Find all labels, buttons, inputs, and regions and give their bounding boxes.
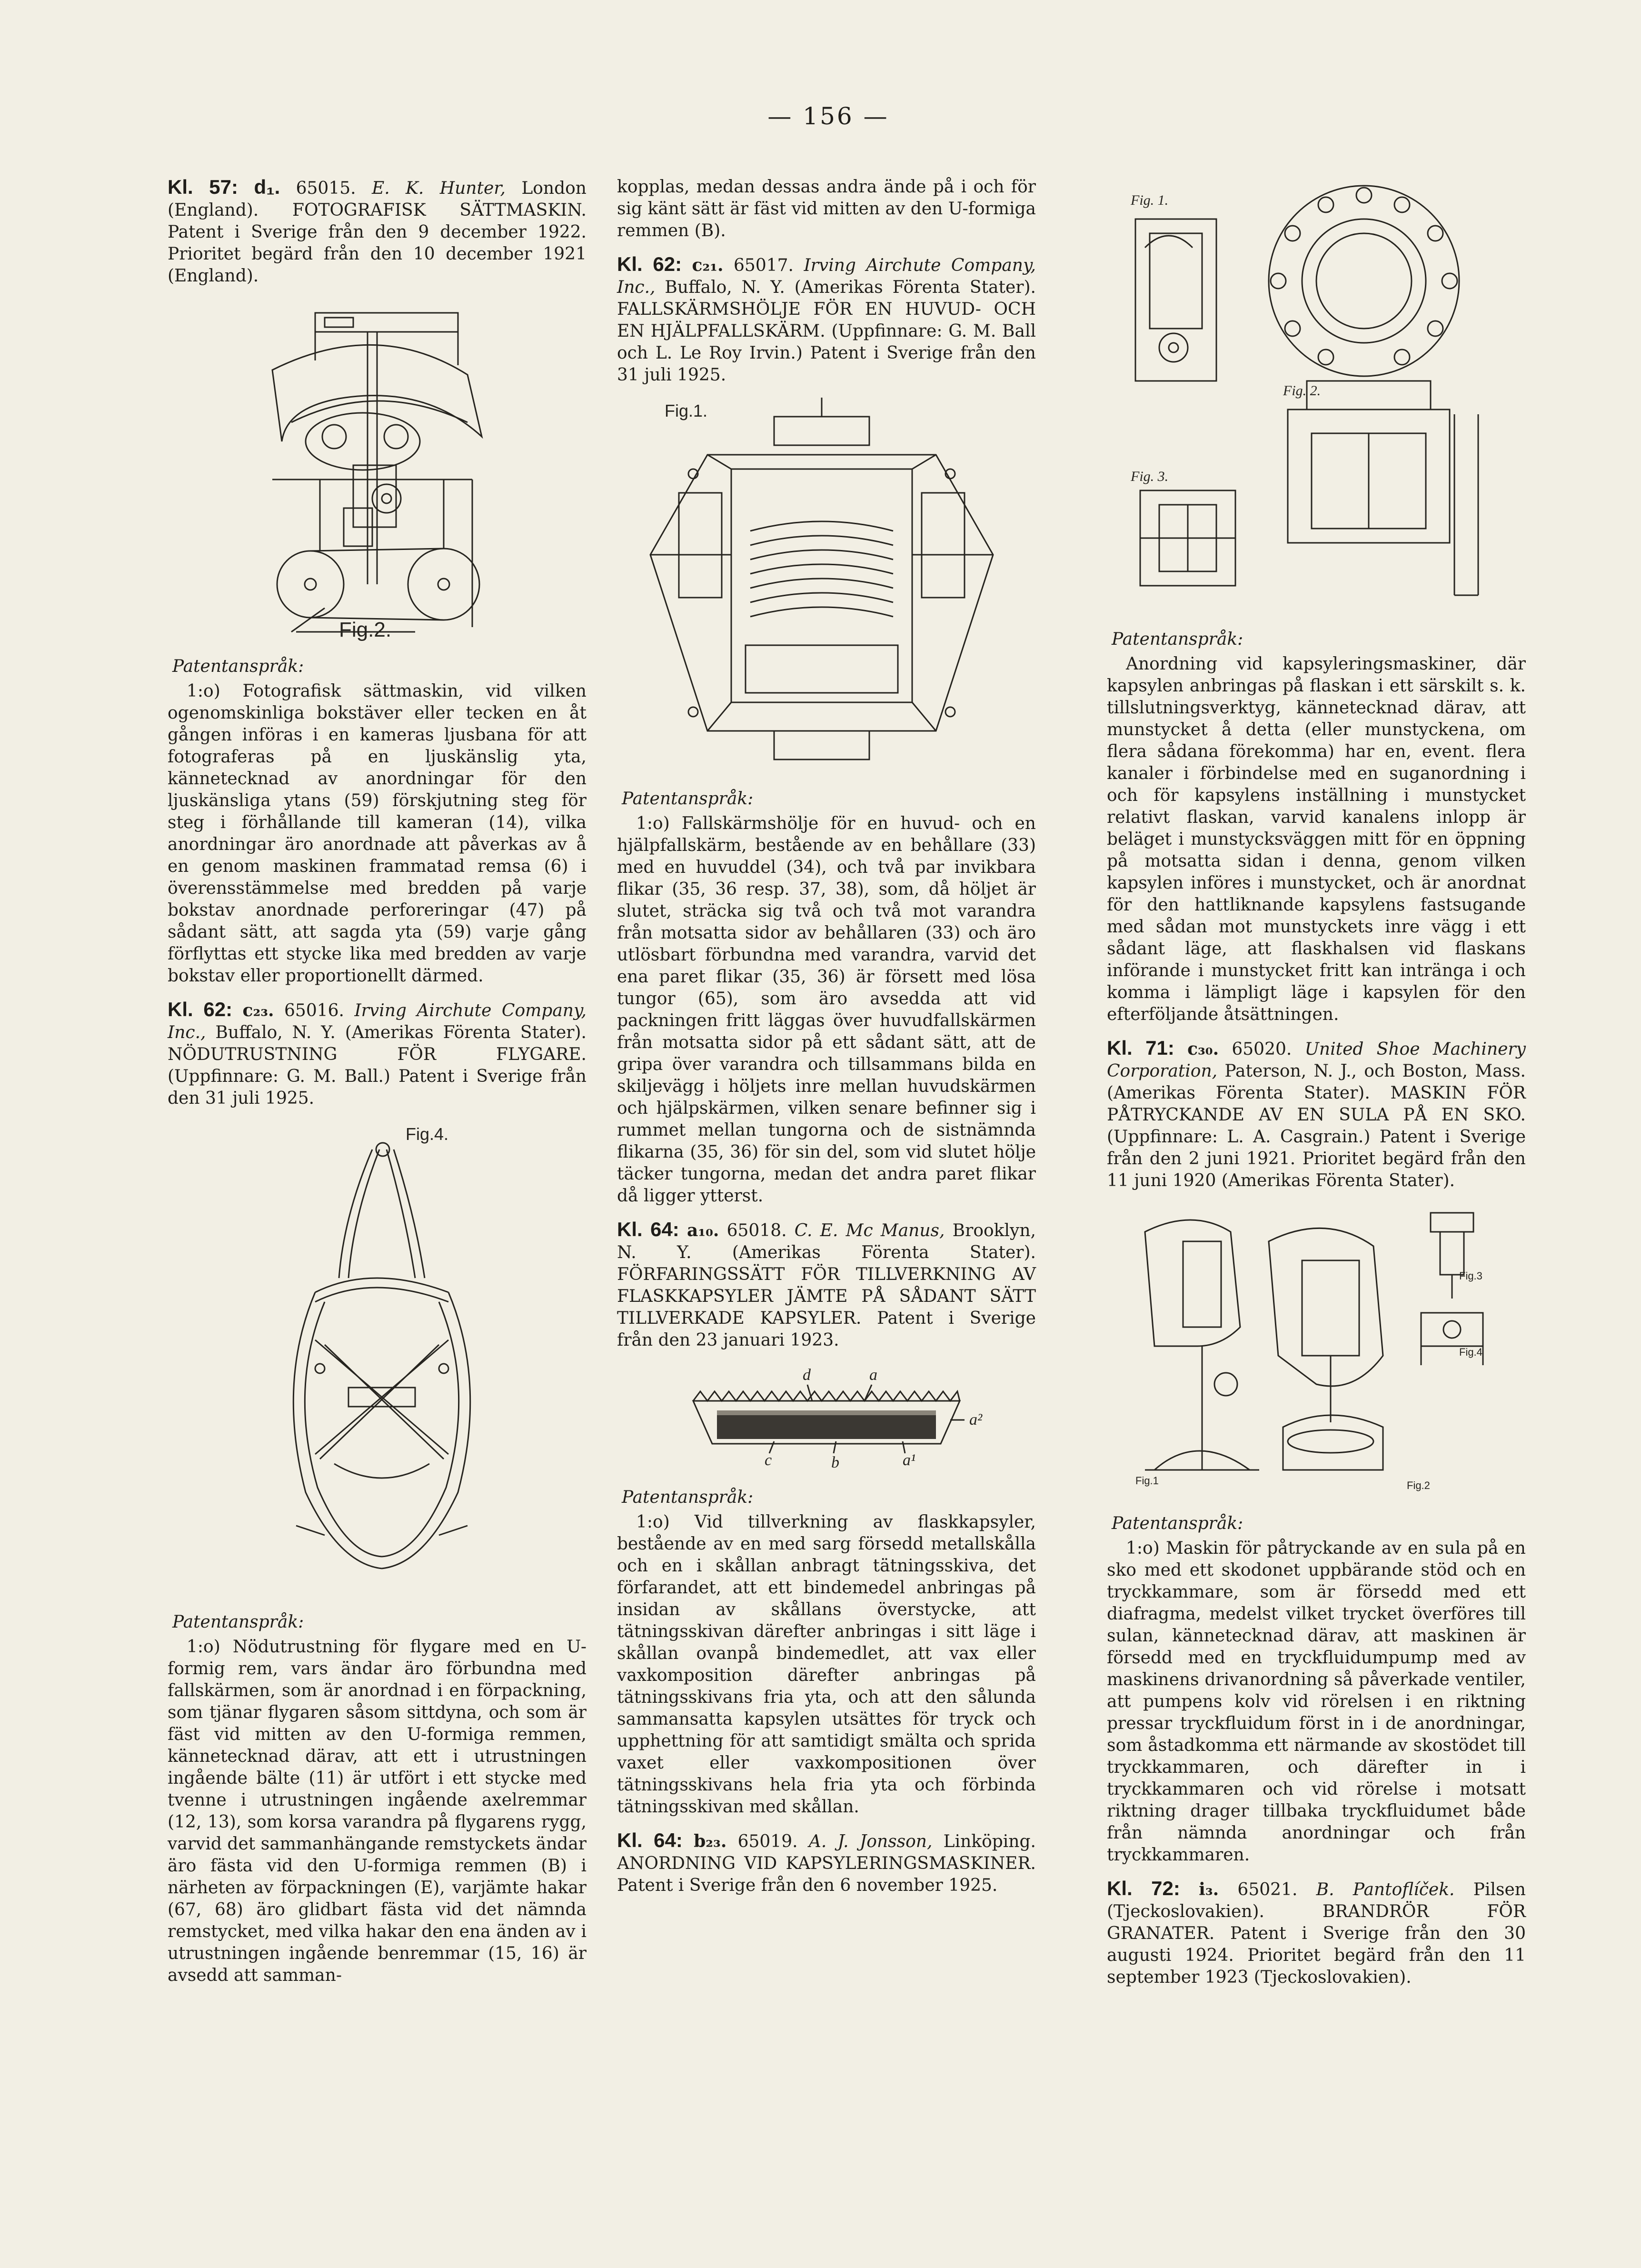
claim-text: Anordning vid kapsyleringsmaskiner, där kapsylen anbringas på flaskan i ett särskilt s. k. tillslutningsverktyg, kännetecknad därav, att munstycket å detta (eller munstyckena, om flera sådana förekomma) har en, event. flera kanaler i förbindelse med en suganordning i och för kapsylens inställning i munstycket relativt flaskan, varvid kanalens inlopp är beläget i munstycksväggen mitt för en öppning på motsatta sidan i denna, genom vilken kapsylen införes i munstycket, och är anordnat för den hattliknande kapsylens fastsugande med sådan mot munstyckets inre vägg i ett sådant läge, att flaskhalsen vid flaskans införande i munstycket fritt kan intränga i och komma i lämpligt läge i kapsylen för den efterföljande åtsättningen. <box>1107 654 1526 1024</box>
class-label: Kl. 72: <box>1107 1877 1180 1899</box>
claim-text: 1:o) Maskin för påtryckande av en sula på en sko med ett skodonet uppbärande stöd och en tryckkammare, som är försedd med ett diafragma, medelst vilket trycket överföres till sulan, kännetecknad därav, att maskinen är försedd med en tryckfluidumpump med av maskinens drivanordning så påverkade ventiler, att pumpens kolv vid rörelsen i en riktning pressar tryckfluidum först in i de anordningar, som åstadkomma ett närmande av skostödet till tryckkammaren, och därefter in i tryckkammaren och vid rörelse i motsatt riktning drager tillbaka tryckfluidumet både från nämnda anordningar och från tryckkammaren. <box>1107 1539 1526 1865</box>
entry-body: Brooklyn, N. Y. (Amerikas Förenta Stater). FÖRFARINGSSÄTT FÖR TILLVERKNING AV FLASKKAPSYLER JÄMTE PÅ SÅDANT SÄTT TILLVERKADE KAPSYLER. Patent i Sverige från den 23 januari 1923. <box>617 1221 1036 1350</box>
patent-number: 65018. <box>726 1221 787 1240</box>
patent-entry-65016 <box>168 999 587 1109</box>
figure-label: Fig.3 <box>1459 1270 1482 1282</box>
figure-harness <box>229 1121 525 1597</box>
figure-label: Fig.2 <box>1407 1479 1430 1491</box>
patent-claim <box>168 680 587 987</box>
patent-claim <box>1107 653 1526 1026</box>
applicant: Irving Airchute Company, Inc., <box>168 1001 587 1042</box>
cap-label-a2: a² <box>969 1411 983 1429</box>
patent-entry-65015 <box>168 176 587 287</box>
page-number: — 156 — <box>767 102 889 130</box>
class-subgroup: c₂₁. <box>692 255 724 275</box>
figure-label: Fig.4. <box>406 1124 449 1144</box>
patent-claim <box>168 1636 587 1987</box>
patent-entry-65018 <box>617 1219 1036 1351</box>
entry-body: Buffalo, N. Y. (Amerikas Förenta Stater). NÖDUTRUSTNING FÖR FLYGARE. (Uppfinnare: G. M. Ball.) Patent i Sverige från den 31 juli 1925. <box>168 1023 587 1108</box>
figure-label: Fig.1 <box>1135 1475 1159 1487</box>
column-3 <box>1107 176 1526 1988</box>
applicant: Irving Airchute Company, Inc., <box>617 256 1036 297</box>
figure-label: Fig. 1. <box>1131 192 1169 208</box>
applicant: E. K. Hunter, <box>371 179 506 198</box>
claim-heading: Patentanspråk: <box>622 789 754 809</box>
figure-label: Fig. 3. <box>1131 469 1169 484</box>
cap-label-b: b <box>831 1454 839 1471</box>
patent-number: 65015. <box>296 179 356 198</box>
figure-label: Fig.2. <box>339 618 392 641</box>
applicant: C. E. Mc Manus, <box>794 1221 945 1240</box>
class-label: Kl. 62: <box>617 253 682 275</box>
claim-heading: Patentanspråk: <box>1112 1514 1243 1533</box>
entry-body: Pilsen (Tjeckoslovakien). BRANDRÖR FÖR GRANATER. Patent i Sverige från den 30 augusti 1924. Prioritet begärd från den 11 september 1923 (Tjeckoslovakien). <box>1107 1880 1526 1987</box>
class-label: Kl. 64: <box>617 1829 683 1851</box>
figure-parachute-container <box>631 398 1022 774</box>
figure-sole-press <box>1126 1203 1507 1499</box>
claim-text: 1:o) Nödutrustning för flygare med en U-formig rem, vars ändar äro förbundna med fallskärmen, som är anordnad i en förpackning, som tjänar flygaren såsom sittdyna, och som är fäst vid mitten av den U-formiga remmen, kännetecknad därav, att ett i utrustningen ingående bälte (11) är utfört i ett stycke med tvenne i utrustningen ingående axelremmar (12, 13), som korsa varandra på flygarens rygg, varvid det sammanhängande remstyckets ändar äro fästa vid den U-formiga remmen (B) i närheten av förpackningen (E), varjämte hakar (67, 68) äro glidbart fästa vid det nämnda remstycket, med vilka hakar den ena änden av i utrustningen ingående benremmar (15, 16) är avsedd att samman- <box>168 1637 587 1985</box>
patent-claim <box>617 813 1036 1207</box>
column-1 <box>168 176 587 1987</box>
figure-label: Fig. 2. <box>1283 383 1321 399</box>
patent-entry-65017 <box>617 253 1036 386</box>
claim-heading: Patentanspråk: <box>1112 629 1243 649</box>
cap-label-a1: a¹ <box>903 1451 916 1469</box>
class-label: Kl. 71: <box>1107 1037 1174 1059</box>
figure-typesetting-machine <box>244 299 510 641</box>
claim-heading: Patentanspråk: <box>622 1488 754 1507</box>
applicant: B. Pantoflíček. <box>1316 1880 1455 1899</box>
class-subgroup: i₃. <box>1199 1879 1219 1899</box>
continued-text: kopplas, medan dessas andra ände på i och för sig känt sätt är fäst vid mitten av den U-formiga remmen (B). <box>617 177 1036 240</box>
patent-claim <box>617 1511 1036 1818</box>
claim-heading: Patentanspråk: <box>172 1612 304 1632</box>
class-subgroup: b₂₃. <box>694 1831 727 1851</box>
cap-label-d: d <box>803 1366 811 1384</box>
applicant: A. J. Jonsson, <box>808 1832 933 1851</box>
class-label: Kl. 64: <box>617 1218 679 1240</box>
figure-bottle-cap <box>655 1363 998 1472</box>
claim-heading: Patentanspråk: <box>172 657 304 676</box>
applicant: United Shoe Machinery Corporation, <box>1107 1039 1526 1081</box>
figure-label: Fig.4 <box>1459 1346 1482 1358</box>
cap-label-c: c <box>765 1451 772 1469</box>
class-subgroup: a₁₀. <box>687 1220 719 1240</box>
figure-capping-machine <box>1126 176 1507 614</box>
entry-body: Paterson, N. J., och Boston, Mass. (Amerikas Förenta Stater). MASKIN FÖR PÅTRYCKANDE AV EN SULA PÅ EN SKO. (Uppfinnare: L. A. Casgrain.) Patent i Sverige från den 2 juni 1921. Prioritet begärd från den 11 juni 1920 (Amerikas Förenta Stater). <box>1107 1061 1526 1190</box>
patent-number: 65020. <box>1232 1039 1292 1059</box>
entry-body: Buffalo, N. Y. (Amerikas Förenta Stater). FALLSKÄRMSHÖLJE FÖR EN HUVUD- OCH EN HJÄLPFALLSKÄRM. (Uppfinnare: G. M. Ball och L. Le Roy Irvin.) Patent i Sverige från den 31 juli 1925. <box>617 278 1036 385</box>
patent-number: 65021. <box>1237 1880 1298 1899</box>
cap-label-a: a <box>869 1366 877 1384</box>
patent-number: 65017. <box>734 256 794 275</box>
class-subgroup: c₂₃. <box>242 1000 274 1020</box>
patent-number: 65019. <box>737 1832 798 1851</box>
patent-entry-65020 <box>1107 1037 1526 1192</box>
entry-body: London (England). FOTOGRAFISK SÄTTMASKIN. Patent i Sverige från den 9 december 1922. Prioritet begärd från den 10 december 1921 (England). <box>168 179 587 286</box>
figure-label: Fig.1. <box>665 401 708 420</box>
claim-text: 1:o) Fallskärmshölje för en huvud- och en hjälpfallskärm, bestående av en behållare (33) med en huvuddel (34), och två par invikbara flikar (35, 36 resp. 37, 38), som, då höljet är slutet, sträcka sig två och två mot varandra från motsatta sidor av behållaren (33) och äro utlösbart förbundna med varandra, varvid det ena paret flikar (35, 36) är försett med lösa tungor (65), som äro avsedda att vid packningen fritt läggas över huvudfallskärmen från motsatta sidor på ett sådant sätt, att de gripa över varandra och tillsammans bilda en skiljevägg i höljets inre mellan huvudskärmen och hjälpskärmen, vilken senare befinner sig i rummet mellan tungorna och de sistnämnda flikarna (35, 36) för sin del, som vid slutet hölje täcker tungorna, medan det andra paret flikar då ligger ytterst. <box>617 814 1036 1206</box>
class-label: Kl. 57: d₁. <box>168 176 280 198</box>
column-2 <box>617 176 1036 1897</box>
class-subgroup: c₃₀. <box>1187 1039 1219 1059</box>
claim-text: 1:o) Vid tillverkning av flaskkapsyler, bestående av en med sarg försedd metallskålla och en i skållan anbragt tätningsskiva, det förfarandet, att ett bindemedel anbringas på insidan av skållans överstycke, att tätningsskivan därefter anbringas i sitt läge i skållan ovanpå bindemedlet, att vax eller vaxkomposition därefter anbringas på tätningsskivans fria yta, och att den sålunda sammansatta kapsylen utsättes för tryck och upphettning för att samtidigt smälta och sprida vaxet eller vaxkompositionen över tätningsskivans hela fria yta och förbinda tätningsskivan med skållan. <box>617 1512 1036 1817</box>
entry-body: Linköping. ANORDNING VID KAPSYLERINGSMASKINER. Patent i Sverige från den 6 november 1925. <box>617 1832 1036 1895</box>
patent-entry-65019 <box>617 1829 1036 1897</box>
class-label: Kl. 62: <box>168 998 233 1020</box>
claim-text: 1:o) Fotografisk sättmaskin, vid vilken ogenomskinliga bokstäver eller tecken en åt gången införas i en kameras ljusbana för att fotograferas på en ljuskänslig yta, kännetecknad av anordningar för den ljuskänsliga ytans (59) förskjutning steg för steg i förhållande till kameran (14), vilka anordningar äro anordnade att påverkas av å en genom maskinen frammatad remsa (6) i överensstämmelse med bredden på varje bokstav anordnade perforeringar (47) på sådant sätt, att sagda yta (59) varje gång förflyttas ett stycke lika med bredden av varje bokstav eller proportionellt därmed. <box>168 681 587 986</box>
patent-entry-65021 <box>1107 1878 1526 1988</box>
patent-claim <box>1107 1538 1526 1866</box>
patent-number: 65016. <box>284 1001 344 1020</box>
